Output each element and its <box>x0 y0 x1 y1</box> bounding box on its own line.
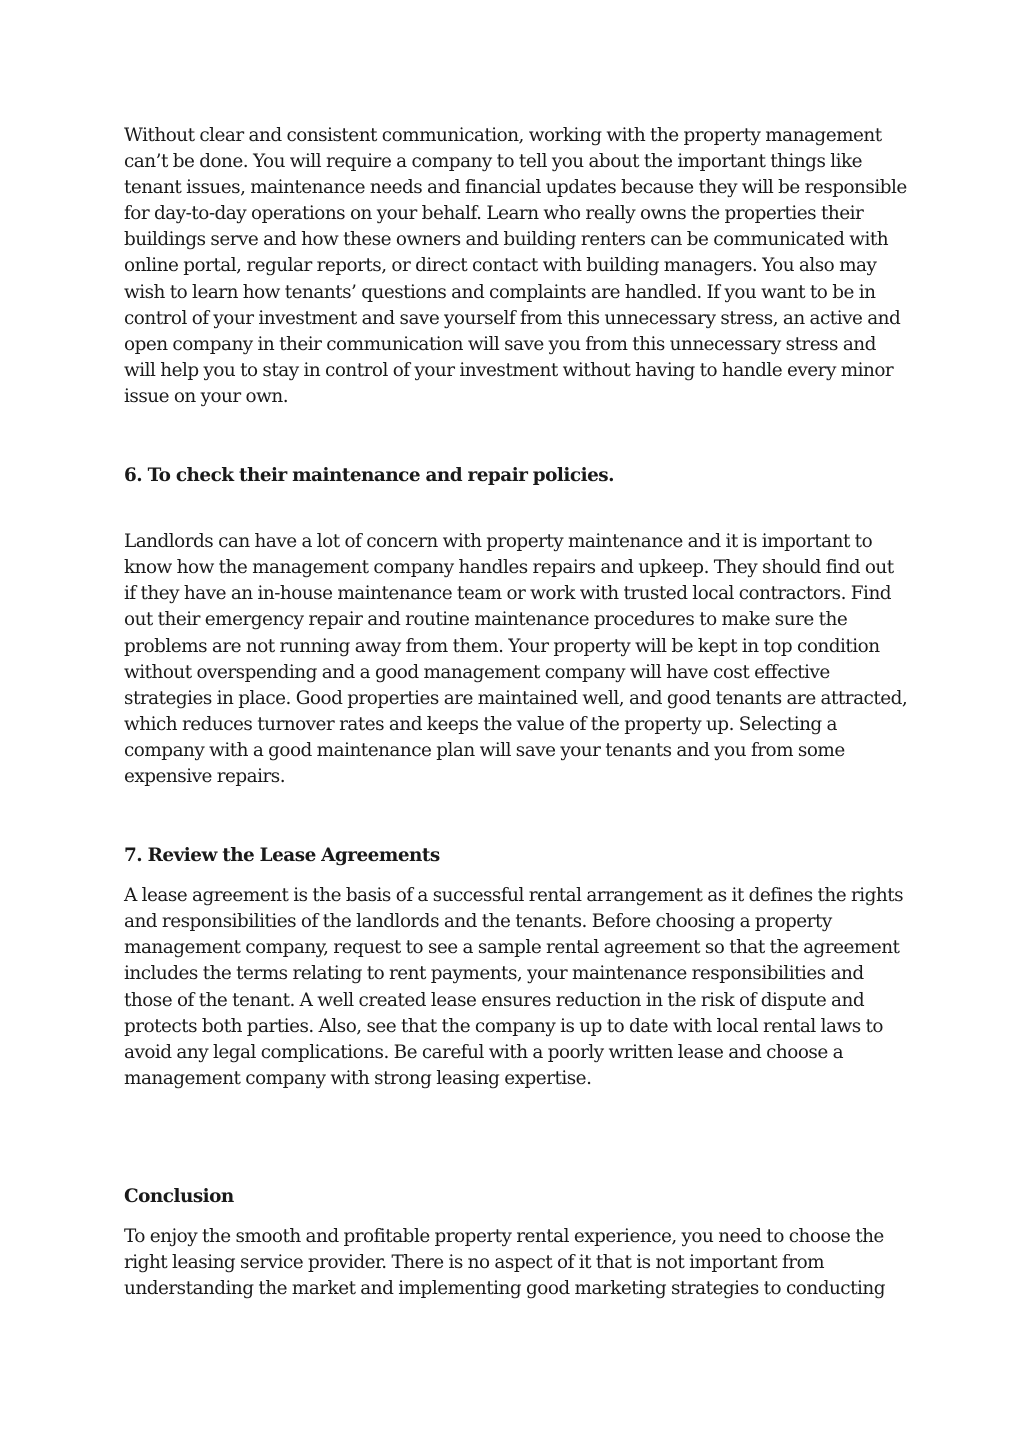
conclusion-paragraph: To enjoy the smooth and profitable property rental experience, you need to choose the right leasing service provider. There is no aspect of it that is not important from understanding the market and implementing good marketing strategies to conducting <box>124 1226 886 1300</box>
intro-paragraph: Without clear and consistent communication, working with the property management can’t be done. You will require a company to tell you about the important things like tenant issues, maintenance needs and financial updates because they will be responsible for day-to-day operations on your behalf. Learn who really owns the properties their buildings serve and how these owners and building renters can be communicated with online portal, regular reports, or direct contact with building managers. You also may wish to learn how tenants’ questions and complaints are handled. If you want to be in control of your investment and save yourself from this unnecessary stress, an active and open company in their communication will save you from this unnecessary stress and will help you to stay in control of your investment without having to handle every minor issue on your own. <box>124 125 907 407</box>
section-7-heading: 7. Review the Lease Agreements <box>124 845 440 867</box>
section-6-paragraph: Landlords can have a lot of concern with property maintenance and it is important to know how the management company handles repairs and upkeep. They should find out if they have an in-house maintenance team or work with trusted local contractors. Find out their emergency repair and routine maintenance procedures to make sure the problems are not running away from them. Your property will be kept in top condition without overspending and a good management company will have cost effective strategies in place. Good properties are maintained well, and good tenants are attracted, which reduces turnover rates and keeps the value of the property up. Selecting a company with a good maintenance plan will save your tenants and you from some expensive repairs. <box>124 531 908 787</box>
section-6-heading: 6. To check their maintenance and repair policies. <box>124 465 615 487</box>
document-body <box>124 123 909 1302</box>
conclusion-heading: Conclusion <box>124 1185 234 1207</box>
section-7-paragraph: A lease agreement is the basis of a successful rental arrangement as it defines the rights and responsibilities of the landlords and the tenants. Before choosing a property management company, request to see a sample rental agreement so that the agreement includes the terms relating to rent payments, your maintenance responsibilities and those of the tenant. A well created lease ensures reduction in the risk of dispute and protects both parties. Also, see that the company is up to date with local rental laws to avoid any legal complications. Be careful with a poorly written lease and choose a management company with strong leasing expertise. <box>124 885 904 1089</box>
